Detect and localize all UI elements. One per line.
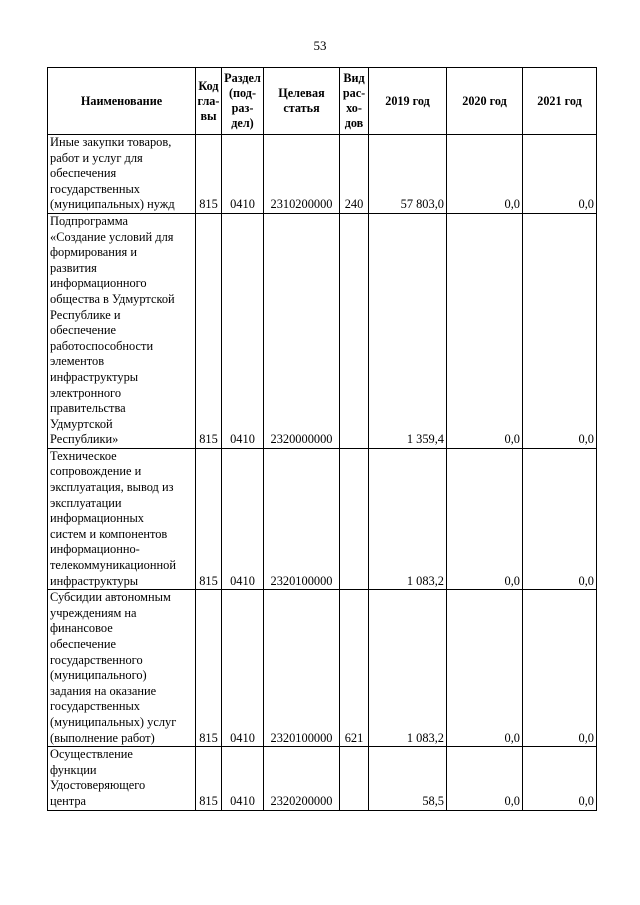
name-line: информационных bbox=[50, 511, 144, 526]
header-section: Раздел (под- раз- дел) bbox=[222, 68, 264, 135]
cell-2021: 0,0 bbox=[523, 135, 597, 214]
cell-section: 0410 bbox=[222, 213, 264, 448]
page-number: 53 bbox=[313, 38, 327, 53]
name-line: Иные закупки товаров, bbox=[50, 135, 172, 149]
cell-expense: 240 bbox=[340, 135, 369, 214]
name-line: финансовое bbox=[50, 621, 113, 636]
cell-2021: 0,0 bbox=[523, 590, 597, 747]
name-line: информационного bbox=[50, 276, 147, 291]
name-line: общества в Удмуртской bbox=[50, 291, 175, 306]
cell-2020: 0,0 bbox=[447, 213, 523, 448]
cell-code: 815 bbox=[196, 747, 222, 810]
cell-target: 2320200000 bbox=[264, 747, 340, 810]
name-line: Удостоверяющего bbox=[50, 778, 146, 793]
name-line: Удмуртской bbox=[50, 416, 113, 431]
cell-section: 0410 bbox=[222, 590, 264, 747]
cell-code: 815 bbox=[196, 448, 222, 589]
name-line: обеспечение bbox=[50, 323, 116, 338]
header-2019: 2019 год bbox=[369, 68, 447, 135]
name-line: телекоммуникационной bbox=[50, 558, 176, 573]
name-line: учреждениям на bbox=[50, 605, 137, 620]
cell-code: 815 bbox=[196, 590, 222, 747]
name-line: эксплуатация, вывод из bbox=[50, 480, 174, 495]
cell-2020: 0,0 bbox=[447, 135, 523, 214]
table-row bbox=[48, 213, 597, 448]
table-row bbox=[48, 747, 597, 810]
name-line: элементов bbox=[50, 354, 105, 369]
name-line: государственного bbox=[50, 652, 143, 667]
name-line: Подпрограмма bbox=[50, 213, 128, 228]
table-row bbox=[48, 590, 597, 747]
header-2020: 2020 год bbox=[447, 68, 523, 135]
name-line: обеспечение bbox=[50, 637, 116, 651]
cell-target: 2320100000 bbox=[264, 448, 340, 589]
name-line: информационно- bbox=[50, 542, 140, 557]
cell-name bbox=[48, 213, 196, 448]
cell-code: 815 bbox=[196, 135, 222, 214]
cell-2019: 58,5 bbox=[369, 747, 447, 810]
name-line: формирования и bbox=[50, 245, 137, 260]
name-line: сопровождение и bbox=[50, 464, 142, 479]
name-line: (муниципального) bbox=[50, 668, 147, 683]
header-expense: Вид рас- хо- дов bbox=[340, 68, 369, 135]
cell-name bbox=[48, 590, 196, 747]
name-line: электронного bbox=[50, 385, 122, 400]
cell-2019: 1 359,4 bbox=[369, 213, 447, 448]
table-header-row bbox=[48, 68, 597, 135]
name-line: задания на оказание bbox=[50, 683, 157, 698]
cell-section: 0410 bbox=[222, 448, 264, 589]
table-body bbox=[48, 135, 597, 811]
name-line: (муниципальных) услуг bbox=[50, 714, 177, 729]
cell-2020: 0,0 bbox=[447, 590, 523, 747]
cell-target: 2320100000 bbox=[264, 590, 340, 747]
cell-name bbox=[48, 135, 196, 214]
name-line: Субсидии автономным bbox=[50, 590, 171, 605]
name-line: эксплуатации bbox=[50, 495, 122, 510]
name-line: правительства bbox=[50, 401, 126, 416]
name-line: Республике и bbox=[50, 307, 121, 322]
name-line: государственных bbox=[50, 181, 141, 196]
cell-2019: 57 803,0 bbox=[369, 135, 447, 214]
name-line: Осуществление bbox=[50, 747, 133, 762]
cell-name bbox=[48, 448, 196, 589]
name-line: работ и услуг для bbox=[50, 150, 143, 165]
cell-target: 2310200000 bbox=[264, 135, 340, 214]
name-line: Техническое bbox=[50, 448, 117, 463]
table-row bbox=[48, 135, 597, 214]
name-line: обеспечения bbox=[50, 166, 117, 181]
name-line: инфраструктуры bbox=[50, 573, 139, 588]
table-row bbox=[48, 448, 597, 589]
name-line: центра bbox=[50, 793, 87, 808]
name-line: Республики» bbox=[50, 432, 119, 447]
cell-2020: 0,0 bbox=[447, 448, 523, 589]
cell-2019: 1 083,2 bbox=[369, 448, 447, 589]
name-line: инфраструктуры bbox=[50, 369, 139, 384]
name-line: государственных bbox=[50, 699, 141, 714]
cell-name bbox=[48, 747, 196, 810]
budget-table bbox=[47, 67, 597, 811]
cell-expense bbox=[340, 747, 369, 810]
cell-2021: 0,0 bbox=[523, 747, 597, 810]
name-line: (выполнение работ) bbox=[50, 730, 155, 745]
name-line: работоспособности bbox=[50, 338, 154, 353]
name-line: «Создание условий для bbox=[50, 229, 174, 244]
cell-section: 0410 bbox=[222, 747, 264, 810]
name-line: систем и компонентов bbox=[50, 526, 168, 541]
name-line: развития bbox=[50, 260, 97, 275]
cell-2019: 1 083,2 bbox=[369, 590, 447, 747]
name-line: (муниципальных) нужд bbox=[50, 197, 175, 212]
header-name: Наименование bbox=[48, 68, 196, 135]
cell-2021: 0,0 bbox=[523, 213, 597, 448]
header-target: Целевая статья bbox=[264, 68, 340, 135]
name-line: функции bbox=[50, 762, 97, 777]
cell-expense: 621 bbox=[340, 590, 369, 747]
cell-2020: 0,0 bbox=[447, 747, 523, 810]
header-code: Код гла- вы bbox=[196, 68, 222, 135]
cell-expense bbox=[340, 213, 369, 448]
cell-target: 2320000000 bbox=[264, 213, 340, 448]
cell-section: 0410 bbox=[222, 135, 264, 214]
header-2021: 2021 год bbox=[523, 68, 597, 135]
cell-expense bbox=[340, 448, 369, 589]
cell-2021: 0,0 bbox=[523, 448, 597, 589]
cell-code: 815 bbox=[196, 213, 222, 448]
